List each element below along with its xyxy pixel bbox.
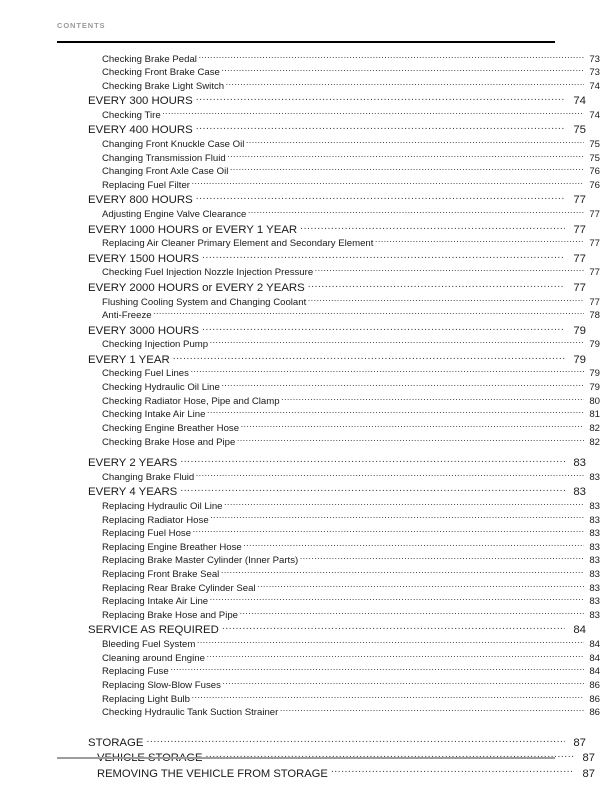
toc-dot-leader xyxy=(226,79,584,89)
toc-entry-title: SERVICE AS REQUIRED xyxy=(88,624,219,637)
toc-entry-page-number: 73 xyxy=(589,67,600,79)
toc-entry-page-number: 83 xyxy=(589,541,600,553)
toc-dot-leader xyxy=(237,435,584,445)
toc-dot-leader xyxy=(202,322,565,333)
toc-entry-page-number: 74 xyxy=(589,80,600,92)
toc-entry-title: EVERY 2 YEARS xyxy=(88,457,178,470)
toc-entry-title: REMOVING THE VEHICLE FROM STORAGE xyxy=(97,767,328,780)
toc-entry-title xyxy=(97,752,205,765)
toc-dot-leader xyxy=(206,651,584,661)
toc-entry-page-number: 77 xyxy=(589,238,600,250)
toc-dot-leader xyxy=(300,221,565,232)
toc-entry-title: Checking Tire xyxy=(102,110,161,121)
toc-entry-page-number: 83 xyxy=(589,500,600,512)
toc-dot-leader xyxy=(197,638,584,648)
toc-entry-title: Flushing Cooling System and Changing Coolant xyxy=(102,296,307,308)
toc-entry[interactable] xyxy=(57,734,586,749)
toc-dot-leader xyxy=(191,178,584,188)
toc-entry-page-number: 83 xyxy=(589,610,600,622)
toc-entry-page-number: 77 xyxy=(589,267,600,279)
toc-entry[interactable] xyxy=(57,138,600,152)
toc-entry-title: Replacing Engine Breather Hose xyxy=(102,541,242,553)
toc-entry[interactable] xyxy=(57,52,600,66)
header-divider xyxy=(57,41,555,43)
toc-entry-title: EVERY 1 YEAR xyxy=(88,353,170,366)
toc-entry-page-number: 87 xyxy=(582,752,595,765)
toc-entry[interactable] xyxy=(57,554,600,568)
toc-entry-page-number: 77 xyxy=(573,223,586,236)
toc-entry[interactable] xyxy=(57,394,600,408)
toc-entry-page-number: 76 xyxy=(589,166,600,178)
toc-entry-page-number: 75 xyxy=(573,124,586,137)
toc-dot-leader xyxy=(180,484,565,495)
toc-dot-leader xyxy=(221,568,584,578)
toc-entry-page-number: 75 xyxy=(589,152,600,164)
toc-dot-leader xyxy=(196,93,565,104)
toc-dot-leader xyxy=(222,678,584,688)
toc-entry-title: Checking Injection Pump xyxy=(102,339,209,351)
toc-entry-title: Replacing Hydraulic Oil Line xyxy=(102,500,223,512)
toc-entry-title: Cleaning around Engine xyxy=(102,652,205,664)
toc-entry[interactable] xyxy=(57,108,600,122)
toc-entry-page-number: 77 xyxy=(573,281,586,294)
toc-entry-title: Checking Engine Breather Hose xyxy=(102,423,240,434)
toc-entry-page-number: 79 xyxy=(589,339,600,351)
toc-entry-title: Anti-Freeze xyxy=(102,310,152,322)
toc-entry[interactable] xyxy=(57,322,586,337)
toc-entry-page-number: 83 xyxy=(573,486,586,499)
toc-entry-title: Checking Brake Hose and Pipe xyxy=(102,436,236,448)
toc-entry-page-number: 86 xyxy=(589,693,600,705)
toc-entry-page-number: 74 xyxy=(573,95,586,108)
toc-entry-page-number: 78 xyxy=(589,310,600,322)
toc-dot-leader xyxy=(210,338,584,348)
toc-dot-leader xyxy=(210,513,584,523)
toc-dot-leader xyxy=(207,408,584,418)
toc-entry-page-number: 84 xyxy=(573,624,586,637)
toc-entry-page-number: 77 xyxy=(573,194,586,207)
toc-entry-page-number: 84 xyxy=(589,652,600,664)
toc-entry[interactable] xyxy=(57,151,600,165)
page-header xyxy=(57,20,555,32)
toc-dot-leader xyxy=(221,66,584,76)
toc-entry[interactable] xyxy=(57,266,600,280)
toc-dot-leader xyxy=(192,692,584,702)
toc-entry-title: Replacing Intake Air Line xyxy=(102,596,209,608)
toc-entry[interactable] xyxy=(57,499,600,513)
toc-entry[interactable] xyxy=(57,408,600,422)
toc-dot-leader xyxy=(210,595,584,605)
toc-entry-page-number: 76 xyxy=(589,180,600,192)
toc-entry-page-number: 83 xyxy=(589,528,600,540)
toc-dot-leader xyxy=(241,421,584,431)
toc-entry-page-number: 84 xyxy=(589,639,600,651)
toc-entry[interactable] xyxy=(57,367,600,381)
toc-entry[interactable] xyxy=(57,295,600,309)
toc-entry-page-number: 86 xyxy=(589,707,600,719)
toc-entry-title: Replacing Light Bulb xyxy=(102,693,191,705)
toc-dot-leader xyxy=(331,765,574,776)
toc-entry-page-number: 83 xyxy=(589,582,600,594)
toc-entry-page-number: 84 xyxy=(589,666,600,678)
toc-entry-title: Checking Fuel Injection Nozzle Injection Pressure xyxy=(102,267,314,279)
toc-entry-title: EVERY 400 HOURS xyxy=(88,124,193,137)
toc-entry-title: Replacing Fuel Hose xyxy=(102,528,192,540)
toc-entry[interactable] xyxy=(57,622,586,637)
toc-dot-leader xyxy=(205,750,574,761)
toc-entry[interactable] xyxy=(57,122,586,137)
toc-entry[interactable] xyxy=(57,178,600,192)
toc-dot-leader xyxy=(246,138,584,148)
toc-dot-leader xyxy=(308,295,584,305)
toc-entry[interactable] xyxy=(57,513,600,527)
toc-dot-leader xyxy=(170,665,584,675)
toc-entry[interactable] xyxy=(57,540,600,554)
toc-entry[interactable] xyxy=(57,66,600,80)
toc-entry-page-number: 77 xyxy=(589,209,600,221)
toc-entry-title: EVERY 2000 HOURS or EVERY 2 YEARS xyxy=(88,281,305,294)
toc-entry[interactable] xyxy=(57,435,600,449)
toc-entry-title: Replacing Brake Hose and Pipe xyxy=(102,610,238,622)
toc-entry[interactable] xyxy=(57,221,586,236)
toc-entry[interactable] xyxy=(57,651,600,665)
toc-entry-title: EVERY 300 HOURS xyxy=(88,95,193,108)
toc-entry-page-number: 79 xyxy=(573,324,586,337)
toc-dot-leader xyxy=(162,108,584,118)
toc-entry-title: Adjusting Engine Valve Clearance xyxy=(102,209,247,221)
toc-dot-leader xyxy=(196,470,584,480)
toc-entry-page-number: 83 xyxy=(589,555,600,567)
toc-entry-title: Changing Brake Fluid xyxy=(102,471,195,483)
toc-entry-title: Changing Transmission Fluid xyxy=(102,152,226,164)
toc-dot-leader xyxy=(240,608,585,618)
toc-dot-leader xyxy=(221,380,584,390)
toc-dot-leader xyxy=(315,266,584,276)
toc-entry[interactable] xyxy=(57,279,586,294)
toc-dot-leader xyxy=(173,351,565,362)
toc-entry[interactable] xyxy=(57,455,586,470)
toc-dot-leader xyxy=(190,367,584,377)
toc-entry-title: Checking Intake Air Line xyxy=(102,409,206,421)
toc-entry[interactable] xyxy=(57,678,600,692)
toc-dot-leader xyxy=(193,527,584,537)
toc-entry-page-number: 80 xyxy=(589,395,600,407)
toc-entry[interactable] xyxy=(57,250,586,265)
toc-entry-page-number: 75 xyxy=(589,139,600,151)
toc-dot-leader xyxy=(147,734,566,745)
toc-entry-title: EVERY 800 HOURS xyxy=(88,194,193,207)
toc-entry[interactable] xyxy=(57,665,600,679)
toc-dot-leader xyxy=(198,52,584,62)
toc-entry-title: Checking Hydraulic Tank Suction Strainer xyxy=(102,707,279,719)
toc-entry-page-number: 86 xyxy=(589,680,600,692)
toc-entry-page-number: 77 xyxy=(573,252,586,265)
toc-dot-leader xyxy=(248,208,584,218)
toc-dot-leader xyxy=(153,309,584,319)
toc-entry-page-number: 82 xyxy=(589,423,600,434)
toc-entry[interactable] xyxy=(57,208,600,222)
toc-entry[interactable] xyxy=(57,237,600,251)
toc-entry[interactable] xyxy=(57,765,595,780)
toc-entry-page-number: 83 xyxy=(589,471,600,483)
table-of-contents xyxy=(57,52,600,781)
toc-entry[interactable] xyxy=(57,79,600,93)
toc-entry[interactable] xyxy=(57,421,600,435)
toc-dot-leader xyxy=(280,706,584,716)
footer-divider xyxy=(57,757,555,759)
toc-entry[interactable] xyxy=(57,351,586,366)
toc-entry-title: Checking Brake Light Switch xyxy=(102,80,225,92)
toc-dot-leader xyxy=(227,151,584,161)
toc-entry-title: Replacing Slow-Blow Fuses xyxy=(102,680,221,692)
toc-entry-title: Replacing Air Cleaner Primary Element and Secondary Element xyxy=(102,238,374,250)
toc-entry-title: Changing Front Knuckle Case Oil xyxy=(102,139,245,151)
toc-entry[interactable] xyxy=(57,380,600,394)
toc-entry-page-number: 82 xyxy=(589,436,600,448)
toc-entry-title: Replacing Brake Master Cylinder (Inner Parts) xyxy=(102,555,299,567)
toc-dot-leader xyxy=(222,622,565,633)
toc-entry[interactable] xyxy=(57,692,600,706)
toc-entry-title: Changing Front Axle Case Oil xyxy=(102,166,229,178)
toc-entry-title: Replacing Front Brake Seal xyxy=(102,569,220,581)
toc-entry-page-number: 74 xyxy=(589,110,600,121)
toc-entry-title: Replacing Radiator Hose xyxy=(102,514,209,526)
toc-entry-page-number: 81 xyxy=(589,409,600,421)
toc-entry-title: Replacing Fuel Filter xyxy=(102,180,190,192)
toc-dot-leader xyxy=(224,499,584,509)
toc-entry-page-number: 87 xyxy=(573,736,586,749)
toc-entry-title: Checking Hydraulic Oil Line xyxy=(102,382,220,394)
toc-dot-leader xyxy=(257,581,584,591)
toc-entry-page-number: 87 xyxy=(582,767,595,780)
toc-entry-title: Checking Fuel Lines xyxy=(102,368,189,380)
toc-entry[interactable] xyxy=(57,595,600,609)
toc-dot-leader xyxy=(202,250,565,261)
toc-entry-page-number: 73 xyxy=(589,53,600,65)
toc-entry-title: Replacing Rear Brake Cylinder Seal xyxy=(102,582,256,594)
toc-dot-leader xyxy=(230,165,584,175)
toc-entry-page-number: 79 xyxy=(589,368,600,380)
toc-entry-page-number: 77 xyxy=(589,296,600,308)
toc-entry[interactable] xyxy=(57,470,600,484)
toc-dot-leader xyxy=(375,237,584,247)
toc-entry[interactable] xyxy=(57,484,586,499)
toc-entry-title: EVERY 3000 HOURS xyxy=(88,324,200,337)
toc-entry-page-number: 83 xyxy=(589,569,600,581)
toc-entry[interactable] xyxy=(57,638,600,652)
toc-dot-leader xyxy=(281,394,584,404)
toc-entry-title: Replacing Fuse xyxy=(102,666,169,678)
toc-dot-leader xyxy=(196,122,565,133)
toc-entry[interactable] xyxy=(57,165,600,179)
toc-dot-leader xyxy=(196,192,565,203)
toc-entry[interactable] xyxy=(57,706,600,720)
toc-dot-leader xyxy=(308,279,565,290)
toc-entry[interactable] xyxy=(57,608,600,622)
toc-entry-title: STORAGE xyxy=(88,736,144,749)
toc-entry[interactable] xyxy=(57,338,600,352)
toc-entry-title: Checking Front Brake Case xyxy=(102,67,220,79)
toc-entry-page-number: 79 xyxy=(573,353,586,366)
toc-entry-page-number: 79 xyxy=(589,382,600,394)
toc-entry-title: Checking Radiator Hose, Pipe and Clamp xyxy=(102,395,280,407)
toc-dot-leader xyxy=(300,554,584,564)
toc-entry[interactable] xyxy=(57,568,600,582)
header-label: CONTENTS xyxy=(57,21,106,30)
toc-dot-leader xyxy=(180,455,565,466)
toc-entry-title: Checking Brake Pedal xyxy=(102,53,197,65)
toc-entry-title: Bleeding Fuel System xyxy=(102,639,196,651)
toc-entry-page-number: 83 xyxy=(573,457,586,470)
toc-entry-title: EVERY 1500 HOURS xyxy=(88,252,200,265)
toc-entry[interactable] xyxy=(57,527,600,541)
toc-entry[interactable] xyxy=(57,192,586,207)
toc-entry-page-number: 83 xyxy=(589,514,600,526)
toc-entry[interactable] xyxy=(57,93,586,108)
toc-entry-page-number: 83 xyxy=(589,596,600,608)
toc-entry-title: EVERY 4 YEARS xyxy=(88,486,178,499)
toc-dot-leader xyxy=(243,540,584,550)
toc-entry-title: EVERY 1000 HOURS or EVERY 1 YEAR xyxy=(88,223,298,236)
toc-entry[interactable] xyxy=(57,309,600,323)
toc-entry[interactable] xyxy=(57,581,600,595)
